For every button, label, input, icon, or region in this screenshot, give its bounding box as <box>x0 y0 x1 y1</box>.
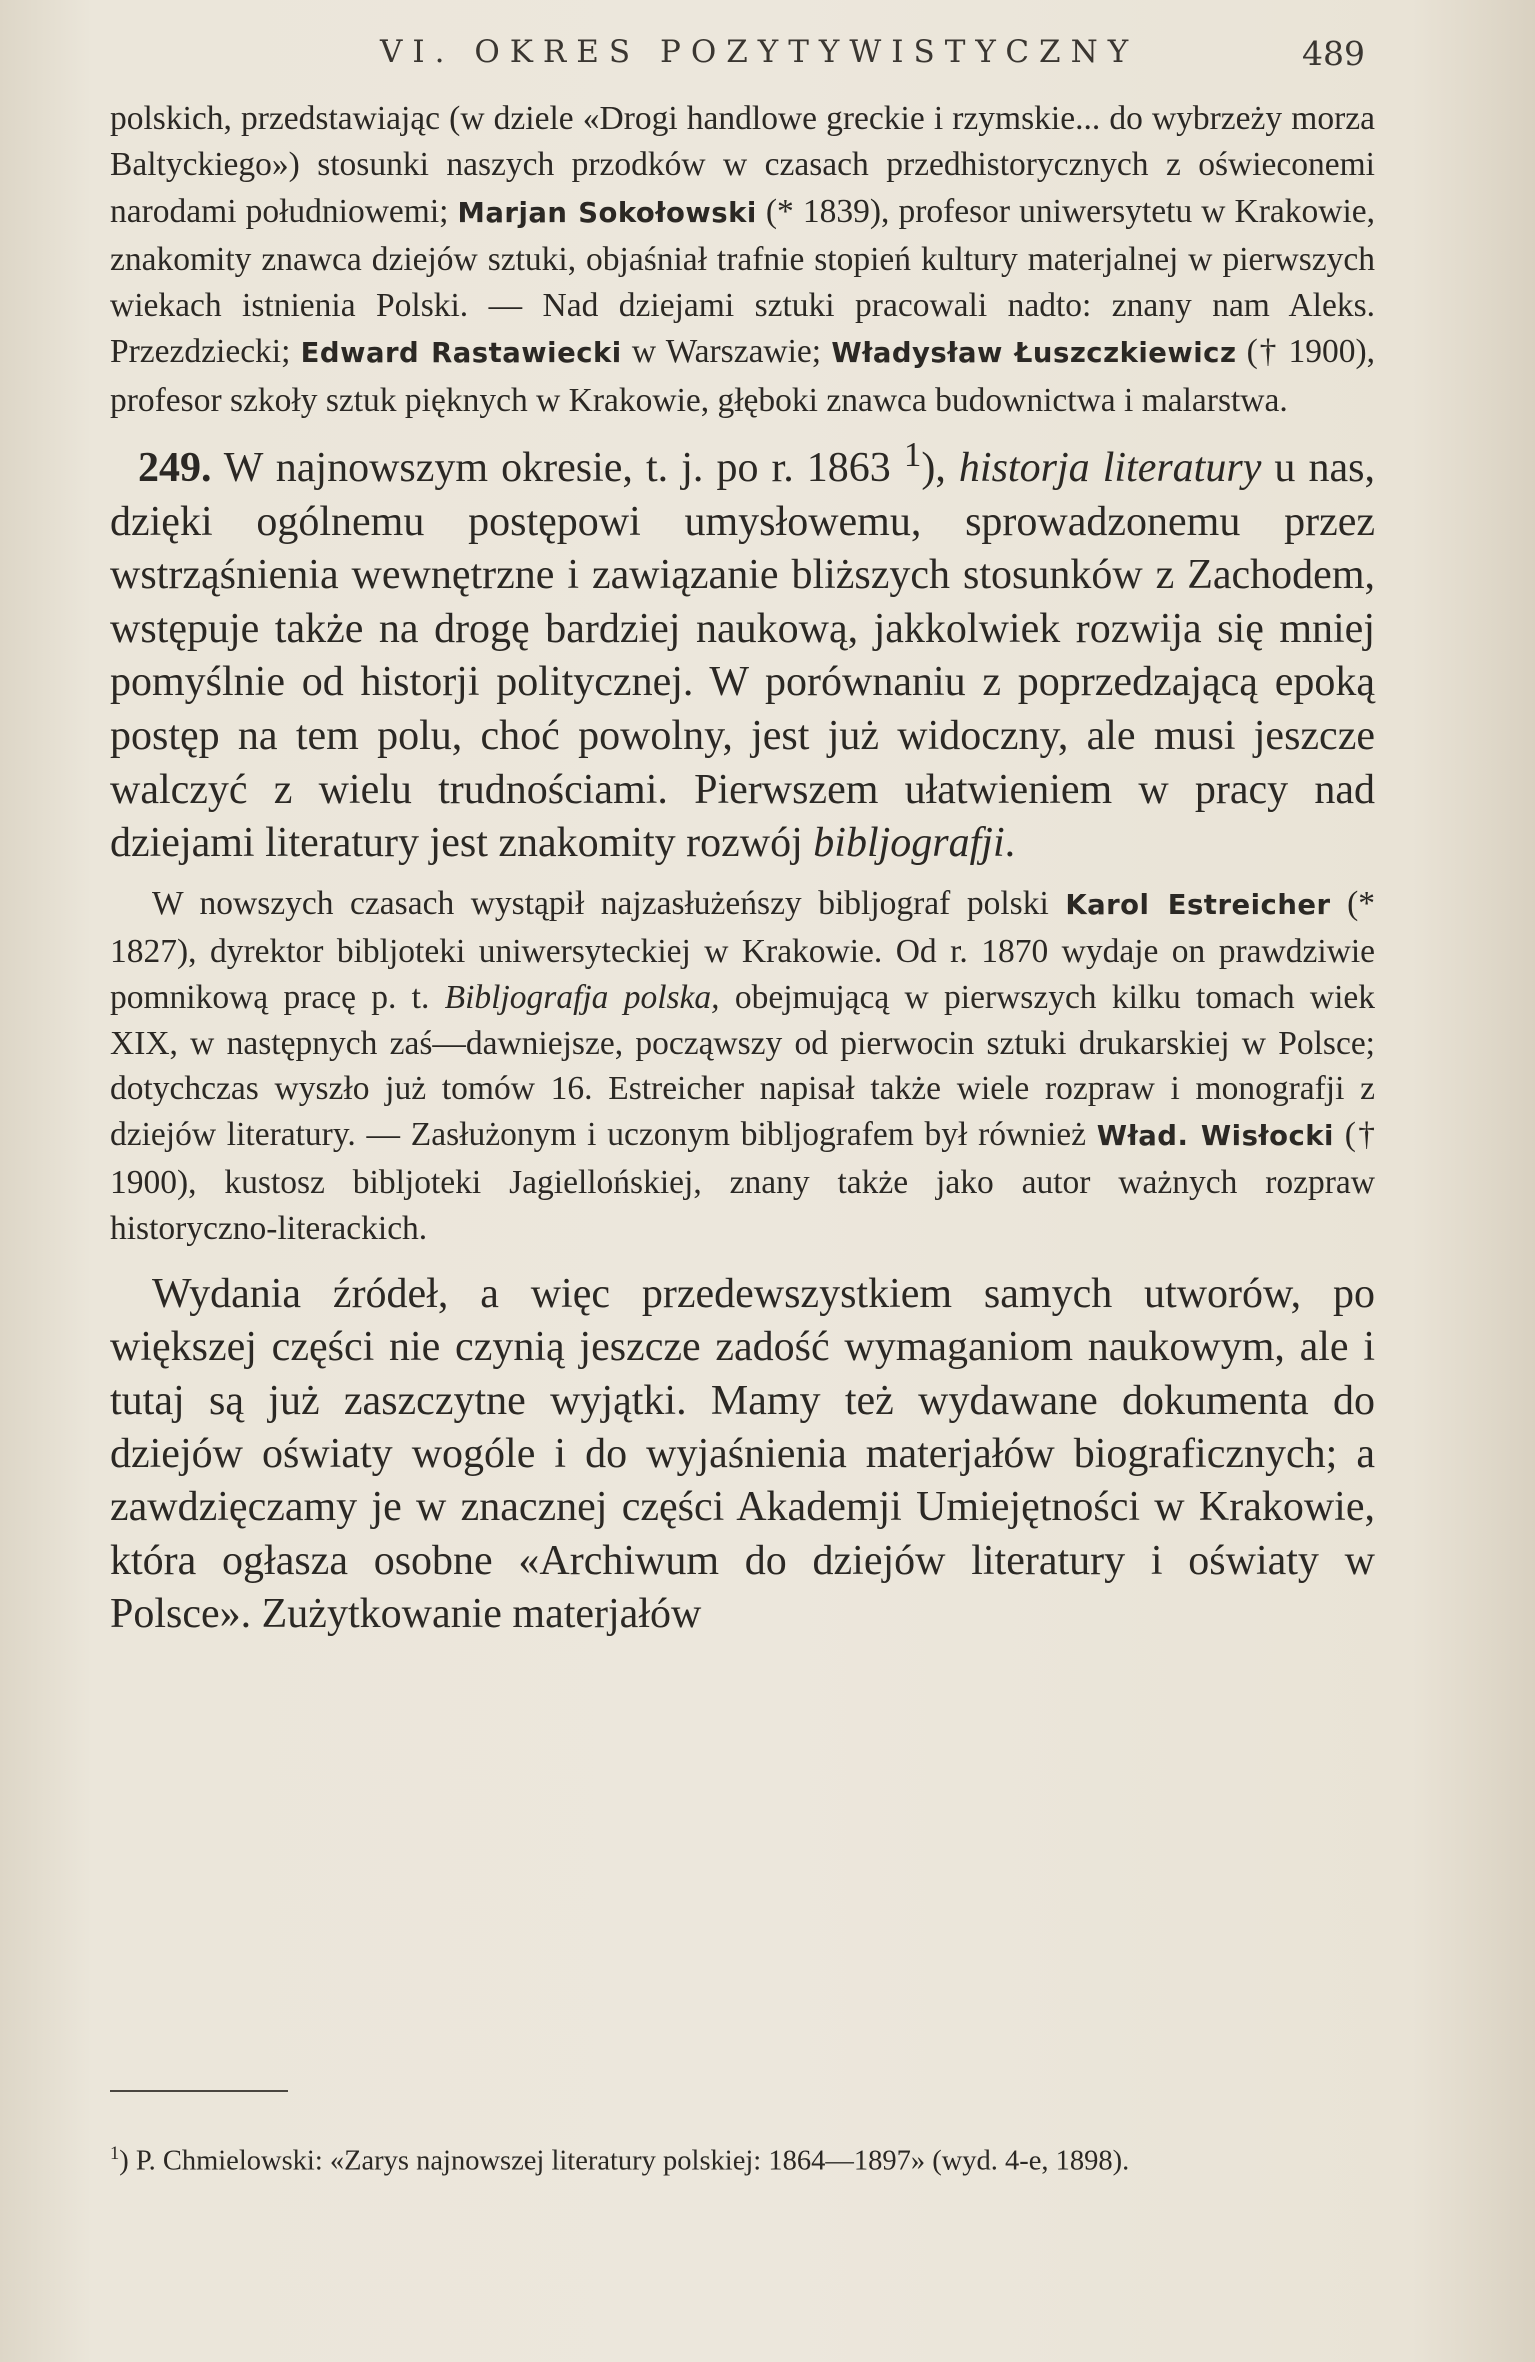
text-span: polskich, przedstawiając (w dziele «Drogi handlowe greckie i rzymskie... do wybrzeży morza Baltyckiego») stosunki naszych przodków w czasach przedhistorycznych z oświeconemi narodami południowemi; <box>110 100 1375 230</box>
text-span: W najnowszym okresie, t. j. po r. 1863 <box>211 445 904 492</box>
italic-term: historja literatury <box>958 445 1262 492</box>
page-number: 489 <box>1302 34 1365 73</box>
paragraph-bibliographers <box>110 881 1375 1252</box>
text-span: . <box>1004 820 1016 867</box>
page-header <box>380 34 1365 80</box>
text-span: u nas, dzięki ogólnemu postępowi umysłowemu, sprowadzonemu przez wstrząśnienia wewnętrzne i zawiązanie bliższych stosunków z Zachodem, wstępuje także na drogę bardziej naukową, jakkolwiek rozwija się mniej pomyślnie od historji politycznej. W porównaniu z poprzedzającą epoką postęp na tem polu, choć powolny, jest już widoczny, ale musi jeszcze walczyć z wielu trudnościami. Pierwszem ułatwieniem w pracy nad dziejami literatury jest znakomity rozwój <box>110 445 1375 867</box>
section-number: 249. <box>138 445 212 492</box>
book-title: Bibljografja polska, <box>444 978 720 1016</box>
person-name: Edward Rastawiecki <box>300 338 622 370</box>
text-span: W nowszych czasach wystąpił najzasłużeńszy bibljograf polski <box>152 884 1066 922</box>
text-span: ), <box>921 445 959 492</box>
person-name: Wład. Wisłocki <box>1096 1121 1334 1153</box>
running-title: VI. OKRES POZYTYWISTYCZNY <box>380 34 1139 70</box>
footnote-text: ) P. Chmielowski: «Zarys najnowszej literatury polskiej: 1864—1897» (wyd. 4-e, 1898). <box>119 2145 1130 2177</box>
paragraph-section-249 <box>110 428 1375 871</box>
text-span: (* 1827), dyrektor bibljoteki uniwersyteckiej w Krakowie. Od r. 1870 wydaje on prawdziwie pomnikową pracę p. t. <box>110 884 1375 1016</box>
text-span: w Warszawie; <box>621 333 832 371</box>
paragraph-source-editions <box>110 1268 1375 1641</box>
paragraph-art-historians <box>110 96 1375 424</box>
person-name: Karol Estreicher <box>1065 889 1331 921</box>
footnote-divider <box>110 2090 288 2092</box>
main-text <box>110 96 1375 1641</box>
person-name: Marjan Sokołowski <box>457 197 757 229</box>
footnote-reference: 1 <box>903 435 922 475</box>
footnote-mark: 1 <box>110 2143 120 2164</box>
italic-term: bibljografji <box>813 820 1005 867</box>
person-name: Władysław Łuszczkiewicz <box>831 338 1237 370</box>
text-span: obejmującą w pierwszych kilku tomach wiek XIX, w następnych zaś—dawniejsze, począwszy od pierwocin sztuki drukarskiej w Polsce; dotychczas wyszło już tomów 16. Estreicher napisał także wiele rozpraw i monografji z dziejów literatury. — Zasłużonym i uczonym bibljografem był również <box>110 978 1376 1154</box>
text-span: († 1900), profesor szkoły sztuk pięknych w Krakowie, głęboki znawca budownictwa i malarstwa. <box>110 333 1375 419</box>
text-span: Wydania źródeł, a więc przedewszystkiem samych utworów, po większej części nie czynią jeszcze zadość wymaganiom naukowym, ale i tutaj są już zaszczytne wyjątki. Mamy też wydawane dokumenta do dziejów oświaty wogóle i do wyjaśnienia materjałów biograficznych; a zawdzięczamy je w znacznej części Akademji Umiejętności w Krakowie, która ogłasza osobne «Archiwum do dziejów literatury i oświaty w Polsce». Zużytkowanie materjałów <box>110 1271 1375 1637</box>
text-span: († 1900), kustosz bibljoteki Jagiellońskiej, znany także jako autor ważnych rozpraw historyczno-literackich. <box>110 1116 1375 1248</box>
text-span: (* 1839), profesor uniwersytetu w Krakowie, znakomity znawca dziejów sztuki, objaśniał trafnie stopień kultury materjalnej w pierwszych wiekach istnienia Polski. — Nad dziejami sztuki pracowali nadto: znany nam Aleks. Przezdziecki; <box>110 192 1376 371</box>
footnote <box>110 2134 1375 2181</box>
